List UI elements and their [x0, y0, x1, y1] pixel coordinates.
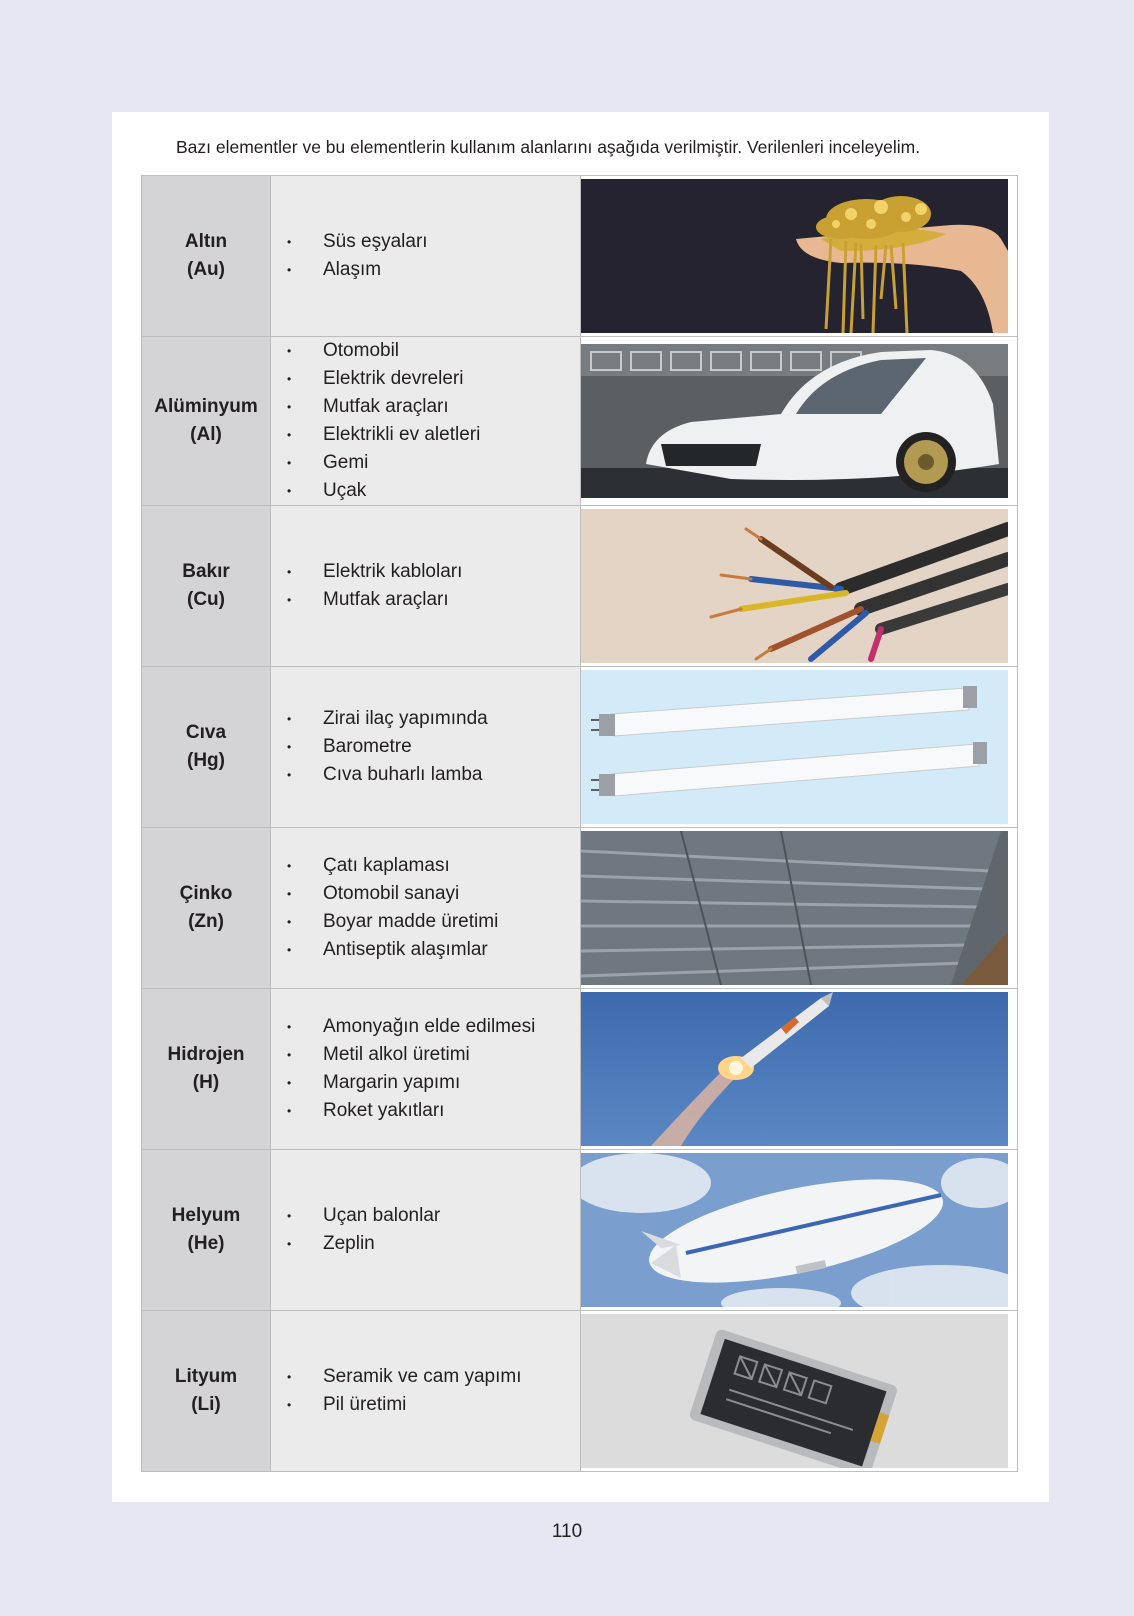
use-text: Zirai ilaç yapımında — [323, 708, 488, 729]
use-text: Çatı kaplaması — [323, 855, 450, 876]
use-item — [287, 733, 580, 761]
element-symbol: (Li) — [191, 1394, 221, 1415]
image-cell — [581, 667, 1018, 828]
use-text: Antiseptik alaşımlar — [323, 939, 488, 960]
table-row — [142, 667, 1018, 828]
use-item — [287, 1202, 580, 1230]
zeppelin-image — [581, 1153, 1008, 1307]
use-text: Otomobil — [323, 340, 400, 361]
bullet: • — [287, 1076, 292, 1090]
bullet: • — [287, 943, 292, 957]
table-row — [142, 506, 1018, 667]
use-text: Roket yakıtları — [323, 1100, 445, 1121]
element-name-cell — [142, 1311, 271, 1472]
rocket-launch-image — [581, 992, 1008, 1146]
element-symbol: (Al) — [190, 424, 222, 445]
use-item — [287, 421, 580, 449]
use-item — [287, 852, 580, 880]
element-name-cell — [142, 176, 271, 337]
use-item — [287, 1230, 580, 1258]
element-name: Lityum — [174, 1366, 238, 1387]
element-name: Altın — [184, 231, 228, 252]
use-item — [287, 449, 580, 477]
use-item — [287, 477, 580, 505]
element-name: Cıva — [185, 722, 227, 743]
element-symbol: (Cu) — [187, 589, 225, 610]
element-symbol: (Au) — [187, 259, 225, 280]
bullet: • — [287, 1209, 292, 1223]
use-text: Boyar madde üretimi — [323, 911, 499, 932]
use-text: Mutfak araçları — [323, 396, 449, 417]
page-number: 110 — [551, 1521, 583, 1542]
uses-cell — [271, 337, 581, 506]
bullet: • — [287, 1020, 292, 1034]
uses-list — [271, 705, 580, 789]
battery-image — [581, 1314, 1008, 1468]
image-cell — [581, 1150, 1018, 1311]
uses-cell — [271, 176, 581, 337]
use-text: Uçak — [323, 480, 367, 501]
image-cell — [581, 506, 1018, 667]
bullet: • — [287, 484, 292, 498]
bullet: • — [287, 1398, 292, 1412]
use-text: Metil alkol üretimi — [323, 1044, 470, 1065]
use-item — [287, 1013, 580, 1041]
element-name-cell — [142, 989, 271, 1150]
use-text: Cıva buharlı lamba — [323, 764, 483, 785]
use-item — [287, 393, 580, 421]
image-cell — [581, 337, 1018, 506]
image-cell — [581, 989, 1018, 1150]
bullet: • — [287, 372, 292, 386]
bullet: • — [287, 428, 292, 442]
element-name-cell — [142, 828, 271, 989]
uses-list — [271, 228, 580, 284]
use-item — [287, 365, 580, 393]
element-name-cell — [142, 337, 271, 506]
element-symbol: (He) — [187, 1233, 225, 1254]
use-text: Amonyağın elde edilmesi — [323, 1016, 536, 1037]
use-item — [287, 1097, 580, 1125]
bullet: • — [287, 887, 292, 901]
use-item — [287, 1363, 580, 1391]
fluorescent-tubes-image — [581, 670, 1008, 824]
intro-text: Bazı elementler ve bu elementlerin kullanım alanlarını aşağıda verilmiştir. Verilenleri inceleyelim. — [176, 137, 921, 157]
use-item — [287, 586, 580, 614]
use-text: Barometre — [323, 736, 412, 757]
bullet: • — [287, 859, 292, 873]
use-item — [287, 1041, 580, 1069]
bullet: • — [287, 593, 292, 607]
element-name: Helyum — [171, 1205, 241, 1226]
use-text: Süs eşyaları — [323, 231, 428, 252]
table-row — [142, 828, 1018, 989]
uses-cell — [271, 1311, 581, 1472]
element-name: Bakır — [182, 561, 230, 582]
use-item — [287, 256, 580, 284]
use-text: Mutfak araçları — [323, 589, 449, 610]
table-row — [142, 989, 1018, 1150]
use-text: Elektrik kabloları — [323, 561, 463, 582]
bullet: • — [287, 400, 292, 414]
table-row — [142, 337, 1018, 506]
uses-list — [271, 1363, 580, 1419]
bullet: • — [287, 1370, 292, 1384]
use-item — [287, 228, 580, 256]
bullet: • — [287, 712, 292, 726]
element-name-cell — [142, 667, 271, 828]
use-item — [287, 337, 580, 365]
table-row — [142, 1311, 1018, 1472]
use-text: Zeplin — [323, 1233, 375, 1254]
bullet: • — [287, 263, 292, 277]
element-name: Hidrojen — [167, 1044, 245, 1065]
use-item — [287, 1391, 580, 1419]
use-item — [287, 936, 580, 964]
image-cell — [581, 1311, 1018, 1472]
table-row — [142, 1150, 1018, 1311]
use-text: Alaşım — [323, 259, 382, 280]
element-name-cell — [142, 1150, 271, 1311]
uses-list — [271, 1202, 580, 1258]
bullet: • — [287, 915, 292, 929]
uses-cell — [271, 1150, 581, 1311]
bullet: • — [287, 344, 292, 358]
bullet: • — [287, 1048, 292, 1062]
uses-cell — [271, 667, 581, 828]
use-item — [287, 1069, 580, 1097]
element-symbol: (H) — [192, 1072, 220, 1093]
bullet: • — [287, 565, 292, 579]
use-text: Pil üretimi — [323, 1394, 407, 1415]
copper-cables-image — [581, 509, 1008, 663]
element-name: Alüminyum — [154, 396, 258, 417]
white-car-image — [581, 344, 1008, 498]
use-text: Seramik ve cam yapımı — [323, 1366, 522, 1387]
uses-list — [271, 852, 580, 964]
table-row — [142, 176, 1018, 337]
use-item — [287, 705, 580, 733]
use-text: Elektrikli ev aletleri — [323, 424, 481, 445]
element-symbol: (Zn) — [188, 911, 224, 932]
bullet: • — [287, 235, 292, 249]
use-text: Gemi — [323, 452, 369, 473]
element-name: Çinko — [179, 883, 233, 904]
uses-cell — [271, 506, 581, 667]
use-item — [287, 880, 580, 908]
use-item — [287, 908, 580, 936]
bullet: • — [287, 768, 292, 782]
use-text: Margarin yapımı — [323, 1072, 461, 1093]
uses-cell — [271, 989, 581, 1150]
uses-list — [271, 558, 580, 614]
bullet: • — [287, 456, 292, 470]
bullet: • — [287, 740, 292, 754]
gold-jewelry-hand-image — [581, 179, 1008, 333]
use-item — [287, 558, 580, 586]
image-cell — [581, 828, 1018, 989]
bullet: • — [287, 1237, 292, 1251]
use-item — [287, 761, 580, 789]
element-symbol: (Hg) — [187, 750, 225, 771]
zinc-roof-image — [581, 831, 1008, 985]
use-text: Uçan balonlar — [323, 1205, 441, 1226]
use-text: Elektrik devreleri — [323, 368, 464, 389]
uses-cell — [271, 828, 581, 989]
uses-list — [271, 1013, 580, 1125]
image-cell — [581, 176, 1018, 337]
bullet: • — [287, 1104, 292, 1118]
use-text: Otomobil sanayi — [323, 883, 460, 904]
element-name-cell — [142, 506, 271, 667]
uses-list — [271, 337, 580, 505]
elements-table — [141, 175, 1018, 1472]
